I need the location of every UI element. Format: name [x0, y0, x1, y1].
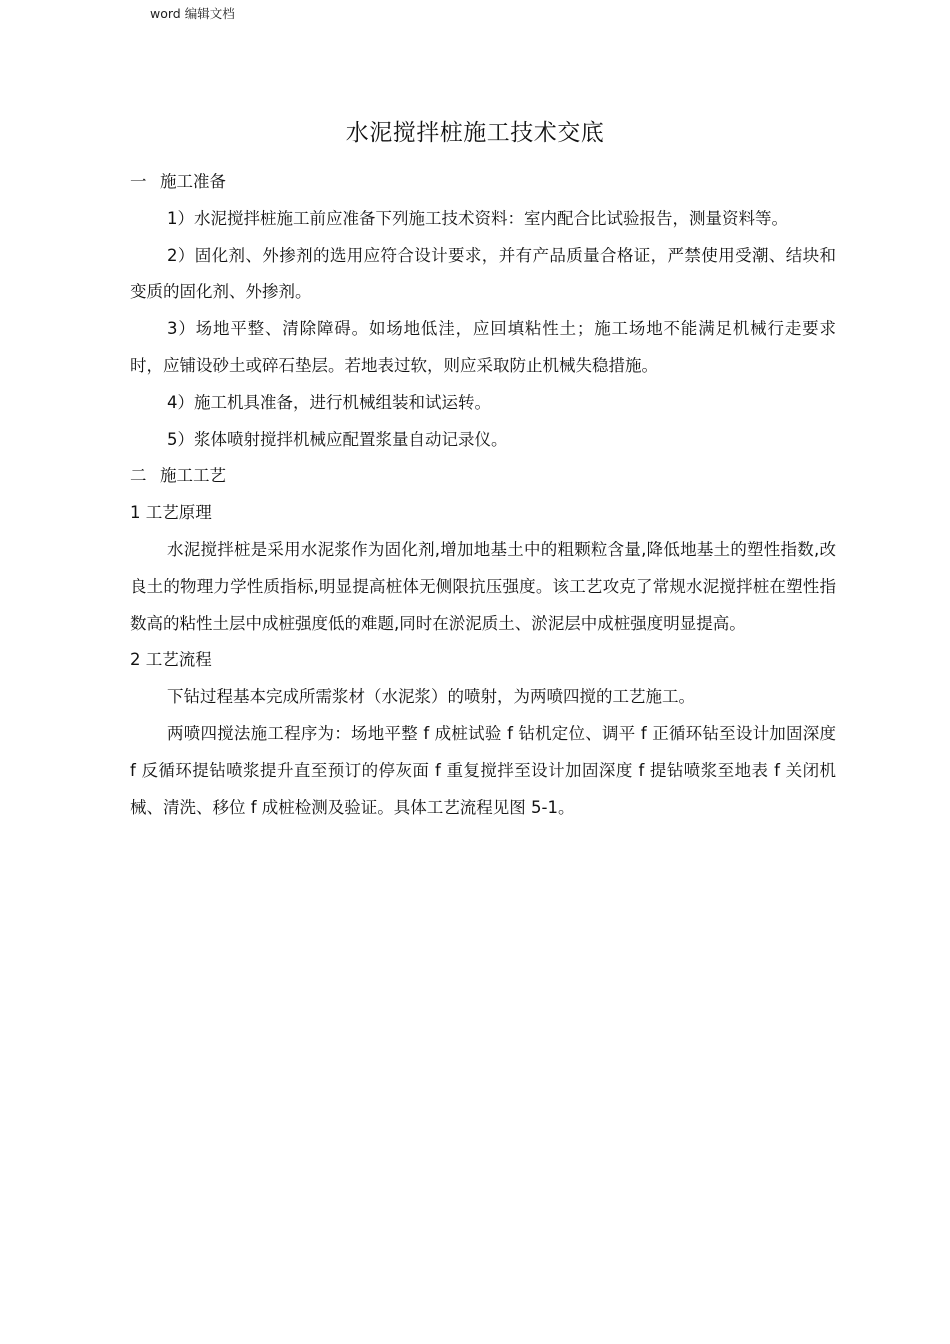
subheading-flow: 2 工艺流程 — [130, 650, 212, 670]
paragraph-item-1: 1）水泥搅拌桩施工前应准备下列施工技术资料：室内配合比试验报告，测量资料等。 — [167, 208, 788, 228]
document-body — [130, 164, 836, 826]
paragraph-item-5: 5）浆体喷射搅拌机械应配置浆量自动记录仪。 — [167, 429, 508, 449]
section-number: 一 — [130, 172, 147, 191]
section-heading-process — [130, 458, 836, 495]
section-heading-preparation — [130, 164, 836, 201]
section-title: 施工准备 — [160, 172, 226, 191]
paragraph-item-2: 2）固化剂、外掺剂的选用应符合设计要求，并有产品质量合格证，严禁使用受潮、结块和变质的固化剂、外掺剂。 — [130, 245, 836, 302]
page-title: 水泥搅拌桩施工技术交底 — [345, 120, 605, 146]
paragraph-flow-2: 两喷四搅法施工程序为：场地平整 f 成桩试验 f 钻机定位、调平 f 正循环钻至设计加固深度 f 反循环提钻喷浆提升直至预订的停灰面 f 重复搅拌至设计加固深度 f 提钻喷浆至地表 f 关闭机械、清洗、移位 f 成桩检测及验证。具体工艺流程见图 5-1。 — [130, 723, 836, 817]
paragraph-item-4: 4）施工机具准备，进行机械组装和试运转。 — [167, 392, 491, 412]
section-title: 施工工艺 — [160, 466, 226, 486]
paragraph-flow-1: 下钻过程基本完成所需浆材（水泥浆）的喷射，为两喷四搅的工艺施工。 — [167, 687, 695, 707]
header-note: word 编辑文档 — [150, 6, 235, 21]
subheading-principle: 1 工艺原理 — [130, 503, 212, 523]
section-number: 二 — [130, 466, 147, 486]
paragraph-principle: 水泥搅拌桩是采用水泥浆作为固化剂,增加地基土中的粗颗粒含量,降低地基土的塑性指数,改良土的物理力学性质指标,明显提高桩体无侧限抗压强度。该工艺攻克了常规水泥搅拌桩在塑性指数高的粘性土层中成桩强度低的难题,同时在淤泥质土、淤泥层中成桩强度明显提高。 — [130, 539, 836, 633]
paragraph-item-3: 3）场地平整、清除障碍。如场地低洼，应回填粘性土；施工场地不能满足机械行走要求时，应铺设砂土或碎石垫层。若地表过软，则应采取防止机械失稳措施。 — [130, 319, 836, 375]
